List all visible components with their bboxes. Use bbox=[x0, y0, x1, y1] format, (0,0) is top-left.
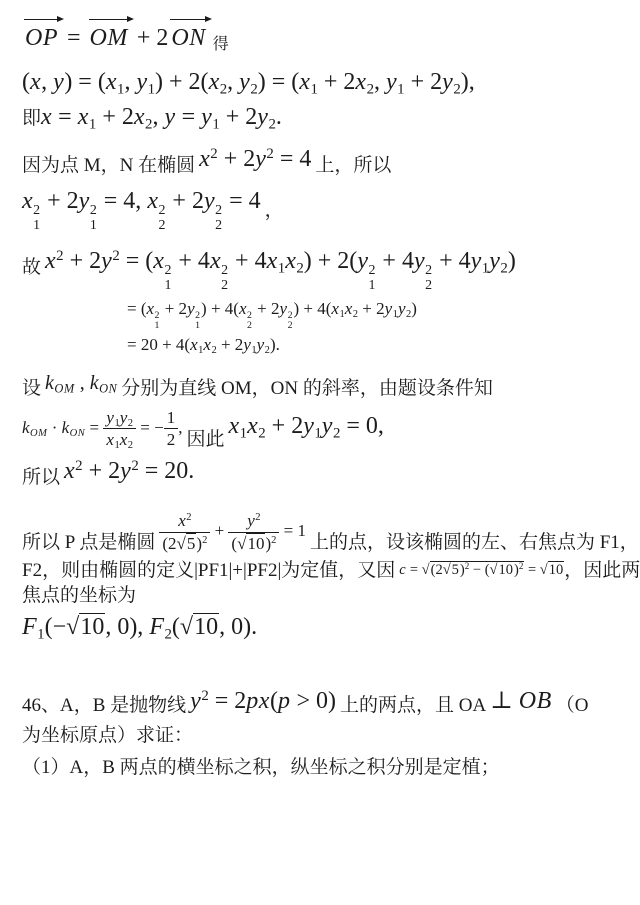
line-foci-coordinates-values bbox=[22, 612, 628, 642]
text-therefore-two: ，因此两 bbox=[564, 559, 640, 581]
formula-slope-symbols: $k_{OM}$ , $k_{ON}$ bbox=[45, 371, 118, 396]
text-origin-prove: 为坐标原点）求证： bbox=[22, 724, 194, 746]
text-problem-number: 46、A，B 是抛物线 bbox=[22, 695, 187, 717]
line-slope-product bbox=[22, 408, 628, 452]
text-she: 设 bbox=[22, 377, 42, 399]
formula-coordinate-expansion: (x, $y) = (x_1$, $y_1) + 2(x_2$, $y_2) = (x_1 + 2x_2$, $y_1 + 2y_2$), bbox=[22, 69, 475, 98]
text-on-so: 上，所以 bbox=[315, 155, 392, 176]
formula-component-equations: $x = x_1 + 2x_2$, $y = y_1 + 2y_2$. bbox=[41, 104, 282, 133]
text-ji: 即 bbox=[22, 108, 42, 129]
formula-focal-distance: $c = √(2√5)^2 - (√10)^2 = √10$ bbox=[399, 560, 564, 578]
text-foci-coordinates: 焦点的坐标为 bbox=[22, 585, 137, 607]
line-foci-coordinates-label bbox=[22, 584, 628, 608]
line-part-one bbox=[22, 756, 628, 780]
line-conclusion-twenty bbox=[22, 456, 628, 490]
line-simplified-result bbox=[127, 334, 628, 356]
line-slope-definition bbox=[22, 371, 628, 401]
formula-foci-coordinates: $F_1(-√10$, 0), $F_2(√10$, 0). bbox=[22, 614, 258, 643]
formula-simplified-result: = $20 + 4(x_1x_2 + 2y_1y_2)$. bbox=[127, 334, 280, 356]
formula-ellipse-equation: $x^2 + 2y^2 = 4$ bbox=[199, 145, 312, 172]
text-suoyi: 所以 bbox=[22, 467, 61, 489]
line-regrouped-terms bbox=[127, 298, 628, 332]
formula-conclusion-twenty: $x^2 + 2y^2 = 20$. bbox=[64, 458, 195, 485]
line-focal-distance bbox=[22, 559, 640, 583]
text-p-on-ellipse: 所以 P 点是椭圆 bbox=[22, 531, 156, 553]
text-part-one: （1）A，B 两点的横坐标之积，纵坐标之积分别是定植； bbox=[22, 756, 500, 778]
line-component-equations bbox=[22, 102, 628, 132]
formula-ellipse-standard-form: $\frac{x^2}{(2√5)^2}$ + $\frac{y^2}{(√10)^2}$ = 1 bbox=[159, 521, 306, 540]
text-yinci: 因此 bbox=[186, 428, 225, 450]
line-problem-46 bbox=[22, 686, 628, 718]
formula-expansion-identity: $x^2 + 2y^2 = (x$ 2 1 + 4x 2 2 + $4x_1x_2) + 2(y$ 2 1 + 4y 2 2 + $4y_1y_2$) bbox=[45, 248, 516, 294]
formula-perpendicular: ⊥ OB bbox=[490, 688, 552, 715]
line-ellipse-condition bbox=[22, 144, 628, 178]
formula-cross-term-zero: $x_1x_2 + 2y_1y_2 = 0$, bbox=[228, 412, 384, 441]
text-de: 得 bbox=[212, 36, 229, 53]
formula-op-om-on: OP = OM + 2 ON bbox=[22, 25, 209, 51]
formula-slope-product: $k_{OM} \cdot k_{ON}$ = $\frac{y_1y_2}{x_1x_2}$ = − $\frac{1}{2}$ , bbox=[22, 407, 183, 452]
formula-parabola: $y^2 = 2px(p > 0)$ bbox=[190, 688, 336, 715]
text-foci-setup: 上的点，设该椭圆的左、右焦点为 F1， bbox=[309, 531, 639, 553]
text-because-points: 因为点 M，N 在椭圆 bbox=[22, 155, 196, 176]
line-point-substitution bbox=[22, 186, 628, 233]
text-two-points: 上的两点，且 OA bbox=[339, 695, 487, 717]
line-coordinate-expansion bbox=[22, 67, 628, 97]
line-expansion-identity bbox=[22, 246, 628, 293]
line-vector-equation bbox=[22, 14, 628, 55]
text-open-paren-o: （O bbox=[555, 695, 589, 717]
text-comma: ， bbox=[264, 199, 284, 221]
line-origin-prove bbox=[22, 724, 628, 748]
formula-point-substitution: x 2 1 + 2y 2 1 = 4, x 2 2 + 2y 2 2 = 4 bbox=[22, 187, 261, 233]
text-ellipse-definition: F2，则由椭圆的定义|PF1|+|PF2|为定值，又因 bbox=[22, 559, 396, 581]
text-slope-description: 分别为直线 OM，ON 的斜率，由题设条件知 bbox=[121, 377, 493, 399]
line-ellipse-standard-form bbox=[22, 511, 639, 555]
formula-regrouped-terms: = (x 2 1 + 2y 2 1 ) + 4(x 2 2 + 2y 2 2 ) + $4(x_1x_2 + 2y_1y_2)$ bbox=[127, 298, 417, 332]
text-gu: 故 bbox=[22, 257, 42, 279]
